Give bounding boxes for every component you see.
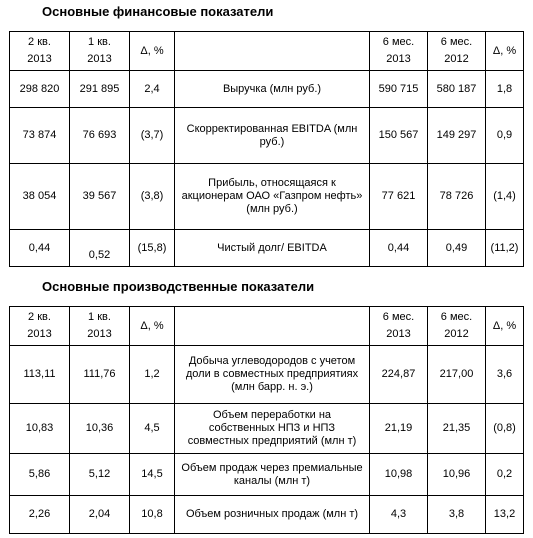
cell-delta-quarter: 2,4 (130, 71, 175, 108)
cell-delta-halfyear: 1,8 (486, 71, 524, 108)
cell-q1: 39 567 (70, 164, 130, 230)
table-row (10, 454, 524, 496)
cell-q1: 76 693 (70, 108, 130, 164)
cell-indicator: Объем розничных продаж (млн т) (175, 496, 370, 534)
cell-indicator: Чистый долг/ EBITDA (175, 230, 370, 267)
cell-q2: 38 054 (10, 164, 70, 230)
cell-6m-2012: 10,96 (428, 454, 486, 496)
header-indicator (175, 32, 370, 71)
cell-6m-2013: 21,19 (370, 404, 428, 454)
cell-delta-quarter: 14,5 (130, 454, 175, 496)
header-q1-2013: 1 кв. 2013 (70, 32, 130, 71)
cell-q1: 291 895 (70, 71, 130, 108)
cell-q2: 2,26 (10, 496, 70, 534)
cell-6m-2012: 3,8 (428, 496, 486, 534)
cell-q1: 0,52 (70, 230, 130, 267)
table-row (10, 164, 524, 230)
cell-6m-2012: 217,00 (428, 346, 486, 404)
header-delta-halfyear: Δ, % (486, 32, 524, 71)
table-row (10, 496, 524, 534)
header-6m-2013: 6 мес. 2013 (370, 307, 428, 346)
cell-q1: 2,04 (70, 496, 130, 534)
cell-6m-2012: 580 187 (428, 71, 486, 108)
cell-6m-2013: 0,44 (370, 230, 428, 267)
table-header-row (10, 307, 524, 346)
table-row (10, 404, 524, 454)
header-delta-quarter: Δ, % (130, 307, 175, 346)
financial-section-title: Основные финансовые показатели (42, 4, 274, 19)
table-row (10, 346, 524, 404)
cell-delta-quarter: 4,5 (130, 404, 175, 454)
cell-indicator: Прибыль, относящаяся к акционерам ОАО «Газпром нефть» (млн руб.) (175, 164, 370, 230)
cell-q2: 5,86 (10, 454, 70, 496)
cell-q2: 0,44 (10, 230, 70, 267)
cell-6m-2013: 4,3 (370, 496, 428, 534)
cell-6m-2012: 149 297 (428, 108, 486, 164)
cell-indicator: Выручка (млн руб.) (175, 71, 370, 108)
cell-indicator: Объем продаж через премиальные каналы (млн т) (175, 454, 370, 496)
cell-6m-2013: 150 567 (370, 108, 428, 164)
cell-indicator: Объем переработки на собственных НПЗ и НПЗ совместных предприятий (млн т) (175, 404, 370, 454)
cell-delta-quarter: (15,8) (130, 230, 175, 267)
cell-delta-halfyear: 0,9 (486, 108, 524, 164)
cell-indicator: Добыча углеводородов с учетом доли в совместных предприятиях (млн барр. н. э.) (175, 346, 370, 404)
header-indicator (175, 307, 370, 346)
cell-q2: 10,83 (10, 404, 70, 454)
cell-q2: 73 874 (10, 108, 70, 164)
cell-6m-2013: 590 715 (370, 71, 428, 108)
cell-6m-2012: 0,49 (428, 230, 486, 267)
cell-q1: 5,12 (70, 454, 130, 496)
cell-delta-halfyear: (11,2) (486, 230, 524, 267)
cell-6m-2013: 10,98 (370, 454, 428, 496)
table-row (10, 230, 524, 267)
cell-q2: 298 820 (10, 71, 70, 108)
cell-6m-2013: 224,87 (370, 346, 428, 404)
header-q2-2013: 2 кв. 2013 (10, 32, 70, 71)
cell-delta-halfyear: 3,6 (486, 346, 524, 404)
header-q1-2013: 1 кв. 2013 (70, 307, 130, 346)
cell-delta-halfyear: 0,2 (486, 454, 524, 496)
header-q2-2013: 2 кв. 2013 (10, 307, 70, 346)
production-section-title: Основные производственные показатели (42, 279, 315, 294)
cell-6m-2012: 21,35 (428, 404, 486, 454)
cell-q2: 113,11 (10, 346, 70, 404)
cell-delta-halfyear: 13,2 (486, 496, 524, 534)
cell-q1: 111,76 (70, 346, 130, 404)
cell-delta-quarter: (3,8) (130, 164, 175, 230)
header-6m-2012: 6 мес. 2012 (428, 307, 486, 346)
cell-delta-quarter: (3,7) (130, 108, 175, 164)
cell-q1: 10,36 (70, 404, 130, 454)
header-delta-halfyear: Δ, % (486, 307, 524, 346)
production-indicators-table (9, 306, 524, 534)
table-row (10, 108, 524, 164)
cell-6m-2012: 78 726 (428, 164, 486, 230)
cell-delta-quarter: 10,8 (130, 496, 175, 534)
cell-delta-quarter: 1,2 (130, 346, 175, 404)
table-header-row (10, 32, 524, 71)
cell-6m-2013: 77 621 (370, 164, 428, 230)
header-delta-quarter: Δ, % (130, 32, 175, 71)
header-6m-2013: 6 мес. 2013 (370, 32, 428, 71)
financial-indicators-table (9, 31, 524, 267)
cell-delta-halfyear: (1,4) (486, 164, 524, 230)
table-row (10, 71, 524, 108)
cell-delta-halfyear: (0,8) (486, 404, 524, 454)
header-6m-2012: 6 мес. 2012 (428, 32, 486, 71)
cell-indicator: Скорректированная EBITDA (млн руб.) (175, 108, 370, 164)
